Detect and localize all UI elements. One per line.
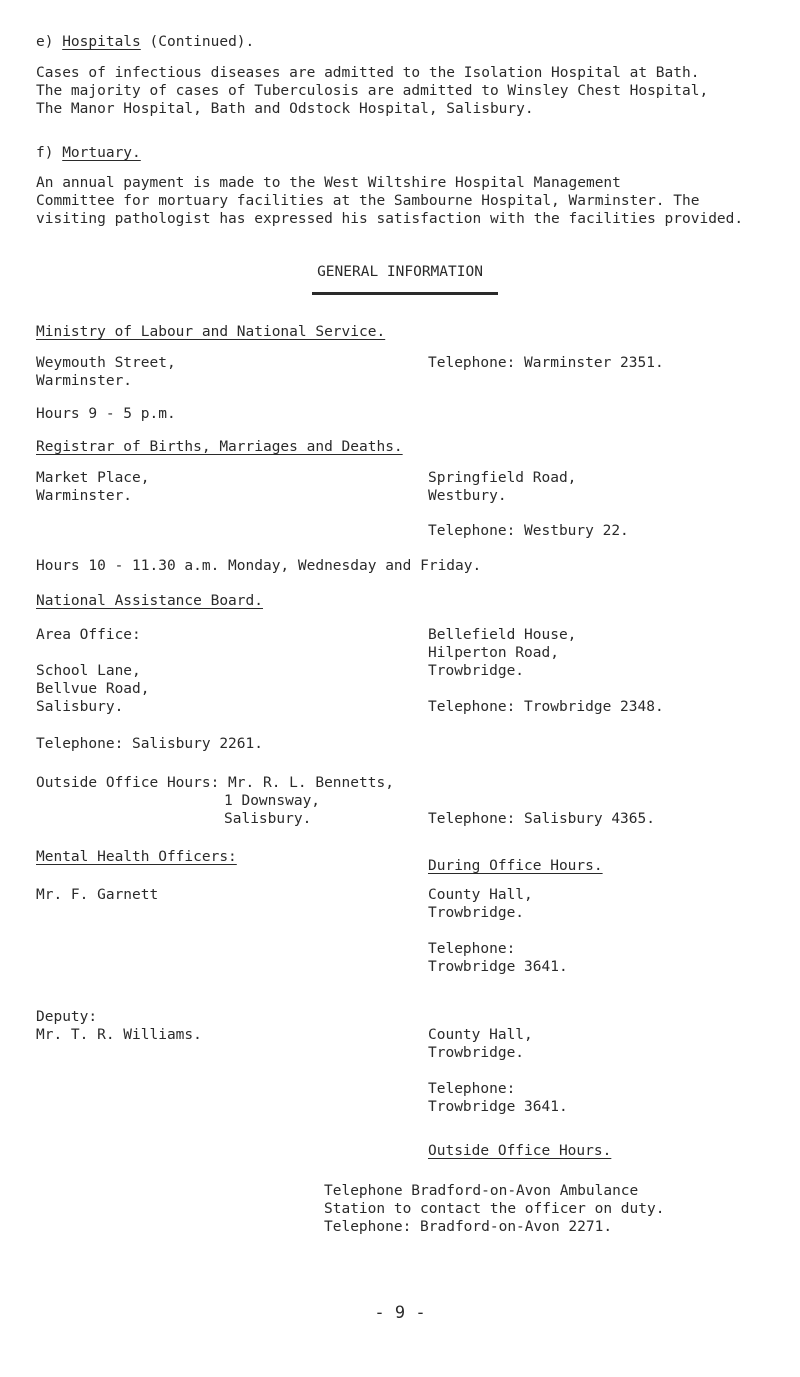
assistance-left-address-line: School Lane, [36, 663, 141, 679]
assistance-left-address-line: Bellvue Road, [36, 681, 150, 697]
registrar-right-address-line: Springfield Road, [428, 470, 577, 486]
ministry-hours: Hours 9 - 5 p.m. [36, 406, 176, 422]
general-information-heading: GENERAL INFORMATION [317, 264, 483, 280]
during-office-hours-heading: During Office Hours. [428, 858, 603, 874]
mortuary-letter: f) [36, 145, 54, 161]
mortuary-heading [36, 144, 141, 162]
hospitals-para-line: The Manor Hospital, Bath and Odstock Hospital, Salisbury. [36, 101, 534, 117]
ministry-address-line: Warminster. [36, 373, 133, 389]
outside-office-hours-line: Station to contact the officer on duty. [324, 1201, 665, 1217]
mortuary-para-line: Committee for mortuary facilities at the Sambourne Hospital, Warminster. The [36, 193, 700, 209]
outside-office-hours-heading: Outside Office Hours. [428, 1143, 612, 1159]
area-office-label: Area Office: [36, 627, 141, 643]
assistance-right-address-line: Bellefield House, [428, 627, 577, 643]
outside-hours-line: Salisbury. [224, 811, 312, 827]
deputy-telephone-label: Telephone: [428, 1081, 516, 1097]
outside-office-hours-line: Telephone Bradford-on-Avon Ambulance [324, 1183, 639, 1199]
registrar-right-address-line: Westbury. [428, 488, 507, 504]
outside-office-hours-line: Telephone: Bradford-on-Avon 2271. [324, 1219, 613, 1235]
mental-health-heading: Mental Health Officers: [36, 849, 237, 865]
assistance-left-address-line: Salisbury. [36, 699, 124, 715]
page-number: - 9 - [374, 1303, 426, 1323]
assistance-right-address-line: Hilperton Road, [428, 645, 559, 661]
registrar-hours: Hours 10 - 11.30 a.m. Monday, Wednesday and Friday. [36, 558, 482, 574]
officer-address-line: Trowbridge. [428, 905, 525, 921]
officer-name: Mr. F. Garnett [36, 887, 159, 903]
outside-hours-telephone: Telephone: Salisbury 4365. [428, 811, 655, 827]
mortuary-title: Mortuary. [62, 145, 141, 161]
registrar-left-address-line: Warminster. [36, 488, 133, 504]
officer-telephone: Trowbridge 3641. [428, 959, 568, 975]
hospitals-para-line: The majority of cases of Tuberculosis are admitted to Winsley Chest Hospital, [36, 83, 709, 99]
ministry-telephone: Telephone: Warminster 2351. [428, 355, 664, 371]
hospitals-suffix: (Continued). [140, 34, 255, 50]
registrar-left-address-line: Market Place, [36, 470, 150, 486]
officer-telephone-label: Telephone: [428, 941, 516, 957]
assistance-right-address-line: Trowbridge. [428, 663, 525, 679]
officer-address-line: County Hall, [428, 887, 533, 903]
hospitals-heading [36, 33, 254, 51]
assistance-heading: National Assistance Board. [36, 593, 263, 609]
outside-hours-line: Outside Office Hours: Mr. R. L. Bennetts, [36, 775, 394, 791]
ministry-address-line: Weymouth Street, [36, 355, 176, 371]
ministry-heading: Ministry of Labour and National Service. [36, 324, 386, 340]
general-information-rule [312, 292, 498, 295]
hospitals-title: Hospitals [62, 34, 141, 50]
registrar-telephone: Telephone: Westbury 22. [428, 523, 629, 539]
deputy-label: Deputy: [36, 1009, 98, 1025]
outside-hours-line: 1 Downsway, [224, 793, 321, 809]
deputy-address-line: Trowbridge. [428, 1045, 525, 1061]
hospitals-letter: e) [36, 34, 54, 50]
registrar-heading: Registrar of Births, Marriages and Deaths. [36, 439, 403, 455]
hospitals-para-line: Cases of infectious diseases are admitted to the Isolation Hospital at Bath. [36, 65, 700, 81]
mortuary-para-line: An annual payment is made to the West Wiltshire Hospital Management [36, 175, 621, 191]
mortuary-para-line: visiting pathologist has expressed his satisfaction with the facilities provided. [36, 211, 744, 227]
assistance-left-telephone: Telephone: Salisbury 2261. [36, 736, 263, 752]
deputy-telephone: Trowbridge 3641. [428, 1099, 568, 1115]
assistance-right-telephone: Telephone: Trowbridge 2348. [428, 699, 664, 715]
deputy-name: Mr. T. R. Williams. [36, 1027, 202, 1043]
deputy-address-line: County Hall, [428, 1027, 533, 1043]
